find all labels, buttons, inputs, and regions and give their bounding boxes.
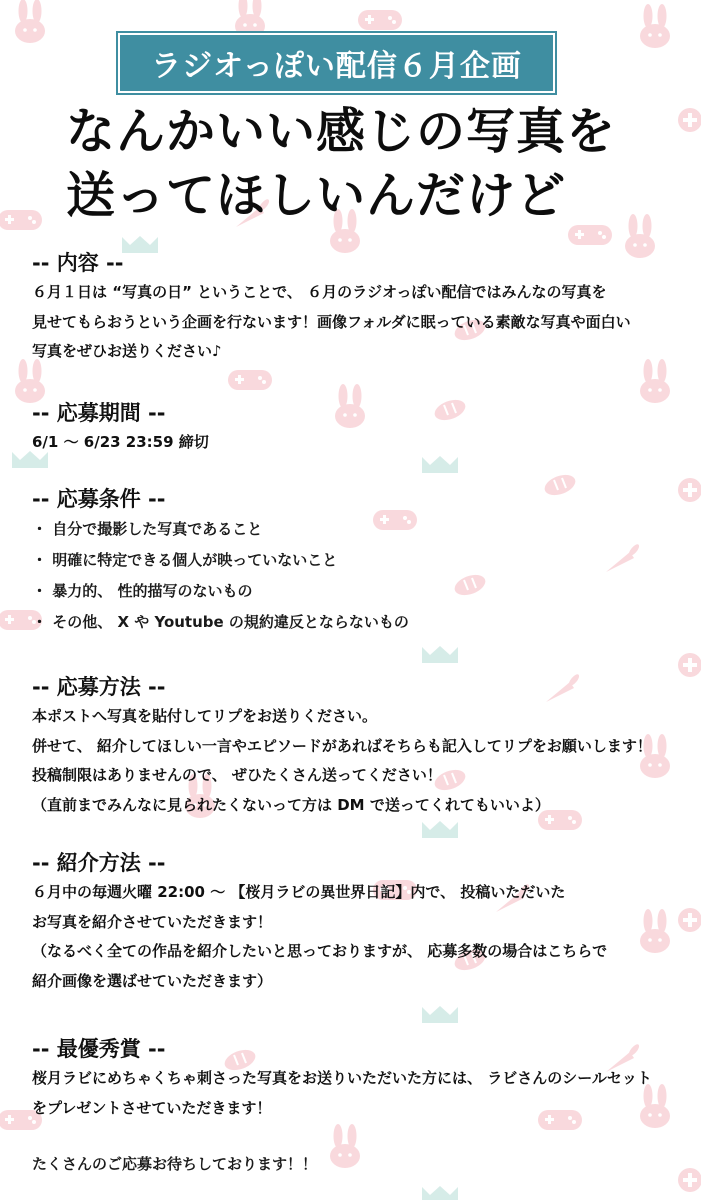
gamepad-pattern-icon	[358, 10, 402, 30]
section-line: ６月中の毎週火曜 22:00 〜 【桜月ラビの異世界日記】内で、 投稿いただいた	[32, 883, 566, 901]
section-line: 見せてもらおうという企画を行ないます！画像フォルダに眠っている素敵な写真や面白い	[32, 312, 631, 331]
section-intro	[32, 848, 682, 996]
section-line: （直前までみんなに見られたくないって方は DM で送ってくれてもいいよ）	[32, 795, 550, 814]
condition-item: ・ 暴力的、 性的描写のないもの	[32, 582, 253, 600]
title-line-1: なんかいい感じの写真を	[66, 103, 617, 160]
gamepad-pattern-icon	[568, 225, 612, 245]
condition-item: ・ 明確に特定できる個人が映っていないこと	[32, 551, 338, 569]
condition-item: ・ 自分で撮影した写真であること	[32, 520, 263, 538]
section-line: 併せて、 紹介してほしい一言やエピソードがあればそちらも記入してリプをお願いします！	[32, 736, 652, 755]
crown-pattern-icon	[422, 456, 458, 473]
title-line-2: 送ってほしいんだけど	[66, 167, 567, 224]
section-line: 本ポストへ写真を貼付してリプをお送りください。	[32, 707, 378, 725]
section-heading: -- 応募条件 --	[32, 487, 166, 511]
section-conditions	[32, 484, 682, 638]
crown-pattern-icon	[422, 1006, 458, 1023]
section-period	[32, 398, 682, 458]
section-heading: -- 紹介方法 --	[32, 851, 166, 875]
plus-pattern-icon	[678, 1168, 701, 1192]
section-method	[32, 672, 682, 820]
crown-pattern-icon	[422, 821, 458, 838]
crown-pattern-icon	[422, 1186, 458, 1200]
page-title	[66, 100, 686, 228]
gamepad-pattern-icon	[0, 210, 42, 230]
section-heading: -- 応募期間 --	[32, 401, 166, 425]
section-line: 紹介画像を選ばせていただきます）	[32, 971, 273, 990]
section-line: （なるべく全ての作品を紹介したいと思っておりますが、 応募多数の場合はこちらで	[32, 942, 608, 960]
section-heading: -- 最優秀賞 --	[32, 1037, 166, 1061]
rabbit-pattern-icon	[640, 4, 670, 48]
section-line: 6/1 〜 6/23 23:59 締切	[32, 433, 209, 451]
rabbit-pattern-icon	[330, 1124, 360, 1168]
section-content	[32, 248, 682, 367]
crown-pattern-icon	[422, 646, 458, 663]
rabbit-pattern-icon	[15, 0, 45, 43]
section-line: 桜月ラビにめちゃくちゃ刺さった写真をお送りいただいた方には、 ラビさんのシールセット	[32, 1069, 652, 1087]
section-line: ６月１日は “写真の日” ということで、 ６月のラジオっぽい配信ではみんなの写真を	[32, 283, 607, 301]
section-award	[32, 1034, 682, 1123]
closing-message: たくさんのご応募お待ちしております！！	[32, 1155, 318, 1173]
gamepad-pattern-icon	[228, 370, 272, 390]
event-banner	[118, 33, 555, 93]
section-line: をプレゼントさせていただきます！	[32, 1098, 272, 1117]
section-heading: -- 応募方法 --	[32, 675, 166, 699]
section-heading: -- 内容 --	[32, 251, 124, 275]
banner-text: ラジオっぽい配信６月企画	[151, 49, 522, 84]
section-line: 投稿制限はありませんので、 ぜひたくさん送ってください！	[32, 766, 442, 784]
condition-item: ・ その他、 X や Youtube の規約違反とならないもの	[32, 613, 409, 631]
section-line: お写真を紹介させていただきます！	[32, 912, 273, 931]
section-line: 写真をぜひお送りください♪	[32, 342, 222, 360]
